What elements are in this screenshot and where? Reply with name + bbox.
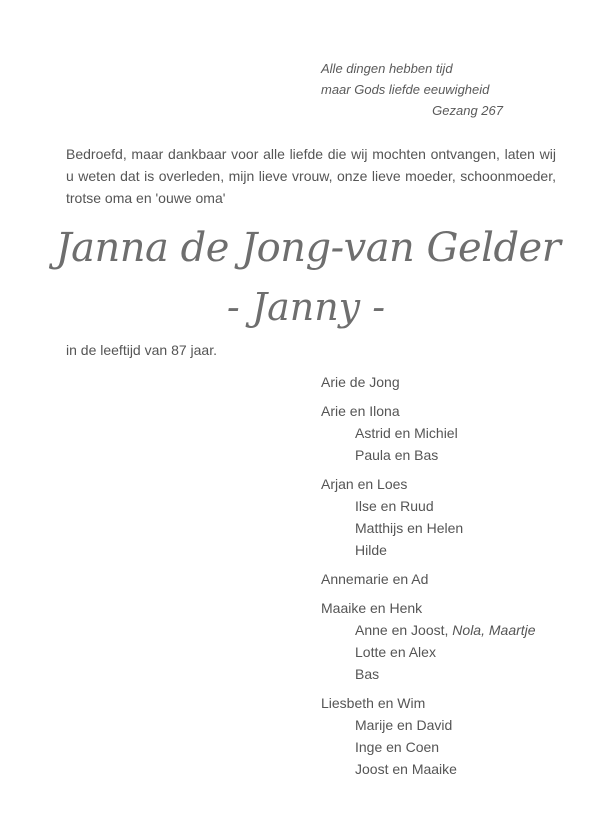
- deceased-full-name: Janna de Jong-van Gelder: [55, 225, 561, 271]
- family-grandchild: Ilse en Ruud: [355, 498, 434, 514]
- family-grandchild: [321, 619, 611, 641]
- family-child-couple: Arjan en Loes: [321, 476, 408, 492]
- announcement-line-2: u weten dat is overleden, mijn lieve vrouw, onze lieve moeder, schoonmoeder,: [66, 168, 556, 184]
- family-group-3: [321, 568, 611, 590]
- grandchild-names: Anne en Joost,: [355, 622, 449, 638]
- family-grandchild: Matthijs en Helen: [355, 520, 464, 536]
- age-statement: in de leeftijd van 87 jaar.: [66, 342, 217, 358]
- family-group-2: [321, 473, 611, 561]
- family-child-couple: Arie en Ilona: [321, 403, 400, 419]
- great-grandchildren: Nola, Maartje: [452, 622, 536, 638]
- family-spouse: Arie de Jong: [321, 374, 400, 390]
- family-grandchild: Joost en Maaike: [355, 761, 457, 777]
- family-group-spouse: [321, 371, 611, 393]
- family-list: [321, 371, 611, 787]
- quote-source: Gezang 267: [432, 103, 503, 118]
- family-grandchild: Bas: [355, 666, 380, 682]
- family-grandchild: Paula en Bas: [355, 447, 439, 463]
- family-group-1: [321, 400, 611, 466]
- family-child-couple: Maaike en Henk: [321, 600, 423, 616]
- family-grandchild: Marije en David: [355, 717, 453, 733]
- family-group-4: [321, 597, 611, 685]
- family-grandchild: Astrid en Michiel: [355, 425, 458, 441]
- family-grandchild: Hilde: [355, 542, 387, 558]
- family-child-couple: Liesbeth en Wim: [321, 695, 426, 711]
- family-grandchild: Inge en Coen: [355, 739, 440, 755]
- announcement-text: [66, 143, 556, 209]
- opening-quote: [321, 58, 503, 121]
- quote-line-1: Alle dingen hebben tijd: [321, 61, 453, 76]
- family-group-5: [321, 692, 611, 780]
- quote-line-2: maar Gods liefde eeuwigheid: [321, 82, 490, 97]
- family-child-couple: Annemarie en Ad: [321, 571, 429, 587]
- announcement-line-1: Bedroefd, maar dankbaar voor alle liefde die wij mochten ontvangen, laten wij: [66, 146, 556, 162]
- deceased-nickname: - Janny -: [226, 285, 386, 329]
- announcement-line-3: trotse oma en 'ouwe oma': [66, 190, 226, 206]
- family-grandchild: Lotte en Alex: [355, 644, 436, 660]
